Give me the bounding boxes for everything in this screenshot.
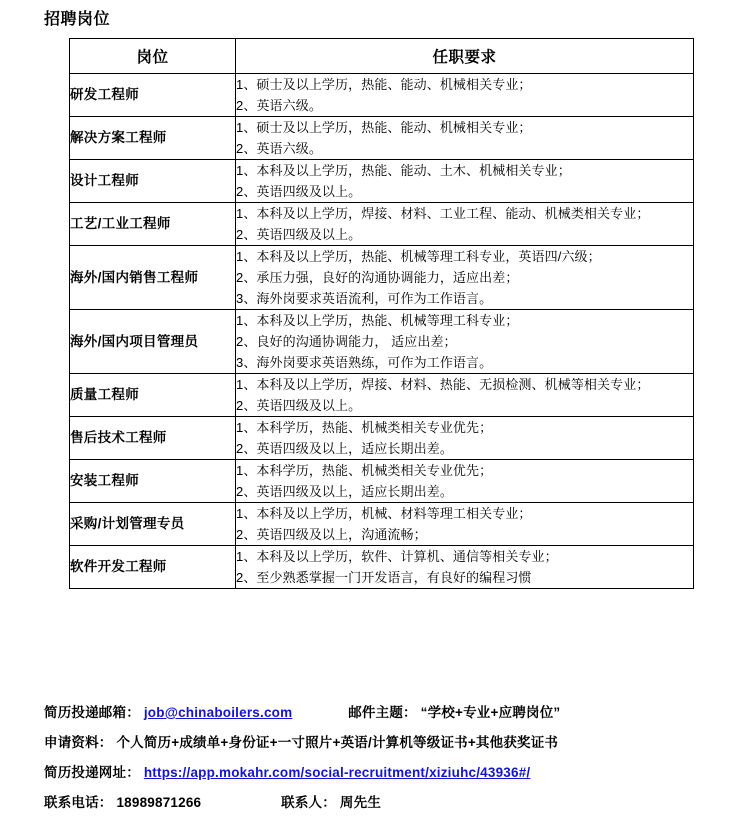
requirement-line: 1、本科学历，热能、机械类相关专业优先； [236, 420, 493, 435]
cell-requirements [236, 460, 694, 503]
cell-position: 海外/国内销售工程师 [70, 246, 236, 310]
cell-position: 质量工程师 [70, 374, 236, 417]
requirement-line: 2、英语四级及以上。 [236, 227, 362, 242]
cell-requirements [236, 417, 694, 460]
requirement-line: 1、本科学历，热能、机械类相关专业优先； [236, 463, 493, 478]
column-header-requirements: 任职要求 [236, 39, 694, 74]
email-link[interactable]: job@chinaboilers.com [143, 705, 293, 720]
cell-position: 安装工程师 [70, 460, 236, 503]
application-url-link[interactable]: https://app.mokahr.com/social-recruitment/xiziuhc/43936#/ [143, 765, 531, 780]
cell-position: 软件开发工程师 [70, 546, 236, 589]
requirement-line: 2、英语四级及以上，沟通流畅； [236, 527, 427, 542]
cell-requirements [236, 246, 694, 310]
requirement-line: 2、英语四级及以上，适应长期出差。 [236, 484, 453, 499]
requirement-line: 2、英语六级。 [236, 98, 322, 113]
requirement-line: 1、本科及以上学历，热能、机械等理工科专业； [236, 313, 519, 328]
requirement-line: 2、英语六级。 [236, 141, 322, 156]
contact-person-label: 联系人： [281, 795, 336, 810]
phone-value: 18989871266 [116, 795, 202, 810]
cell-requirements [236, 546, 694, 589]
table-row [70, 160, 694, 203]
requirement-line: 2、英语四级及以上，适应长期出差。 [236, 441, 453, 456]
cell-position: 工艺/工业工程师 [70, 203, 236, 246]
table-row [70, 74, 694, 117]
table-body [70, 74, 694, 589]
table-row [70, 310, 694, 374]
cell-position: 设计工程师 [70, 160, 236, 203]
requirement-line: 3、海外岗要求英语熟练，可作为工作语言。 [236, 355, 493, 370]
requirement-line: 1、本科及以上学历，软件、计算机、通信等相关专业； [236, 549, 558, 564]
job-positions-table [69, 38, 694, 589]
requirement-line: 1、硕士及以上学历，热能、能动、机械相关专业； [236, 120, 532, 135]
cell-requirements [236, 160, 694, 203]
phone-label: 联系电话： [44, 795, 113, 810]
cell-requirements [236, 74, 694, 117]
materials-label: 申请资料： [44, 735, 113, 750]
requirement-line: 1、硕士及以上学历，热能、能动、机械相关专业； [236, 77, 532, 92]
table-row [70, 417, 694, 460]
url-row [44, 758, 734, 788]
table-row [70, 203, 694, 246]
table-header-row [70, 39, 694, 74]
cell-requirements [236, 503, 694, 546]
table-row [70, 246, 694, 310]
subject-label: 邮件主题： [348, 705, 417, 720]
requirement-line: 1、本科及以上学历，焊接、材料、工业工程、能动、机械类相关专业； [236, 206, 650, 221]
cell-position: 研发工程师 [70, 74, 236, 117]
cell-position: 售后技术工程师 [70, 417, 236, 460]
requirement-line: 2、承压力强，良好的沟通协调能力，适应出差； [236, 270, 519, 285]
contact-footer [44, 698, 734, 818]
requirement-line: 2、良好的沟通协调能力， 适应出差； [236, 334, 457, 349]
cell-position: 采购/计划管理专员 [70, 503, 236, 546]
email-row [44, 698, 734, 728]
email-label: 简历投递邮箱： [44, 705, 140, 720]
table-row [70, 117, 694, 160]
cell-requirements [236, 117, 694, 160]
contact-person-value: 周先生 [339, 795, 382, 810]
requirement-line: 1、本科及以上学历，热能、机械等理工科专业，英语四/六级； [236, 249, 601, 264]
phone-row [44, 788, 734, 818]
table-row [70, 546, 694, 589]
requirement-line: 2、英语四级及以上。 [236, 184, 362, 199]
column-header-position: 岗位 [70, 39, 236, 74]
cell-requirements [236, 374, 694, 417]
cell-position: 解决方案工程师 [70, 117, 236, 160]
requirement-line: 2、至少熟悉掌握一门开发语言，有良好的编程习惯 [236, 570, 532, 585]
url-label: 简历投递网址： [44, 765, 140, 780]
table-row [70, 374, 694, 417]
cell-requirements [236, 203, 694, 246]
table-row [70, 503, 694, 546]
cell-requirements [236, 310, 694, 374]
materials-value: 个人简历+成绩单+身份证+一寸照片+英语/计算机等级证书+其他获奖证书 [116, 735, 559, 750]
requirement-line: 2、英语四级及以上。 [236, 398, 362, 413]
cell-position: 海外/国内项目管理员 [70, 310, 236, 374]
page-title: 招聘岗位 [44, 11, 111, 28]
subject-value: “学校+专业+应聘岗位” [420, 705, 561, 720]
requirement-line: 1、本科及以上学历，焊接、材料、热能、无损检测、机械等相关专业； [236, 377, 650, 392]
requirement-line: 1、本科及以上学历，热能、能动、土木、机械相关专业； [236, 163, 571, 178]
table-row [70, 460, 694, 503]
materials-row [44, 728, 734, 758]
requirement-line: 1、本科及以上学历，机械、材料等理工相关专业； [236, 506, 532, 521]
requirement-line: 3、海外岗要求英语流利，可作为工作语言。 [236, 291, 493, 306]
